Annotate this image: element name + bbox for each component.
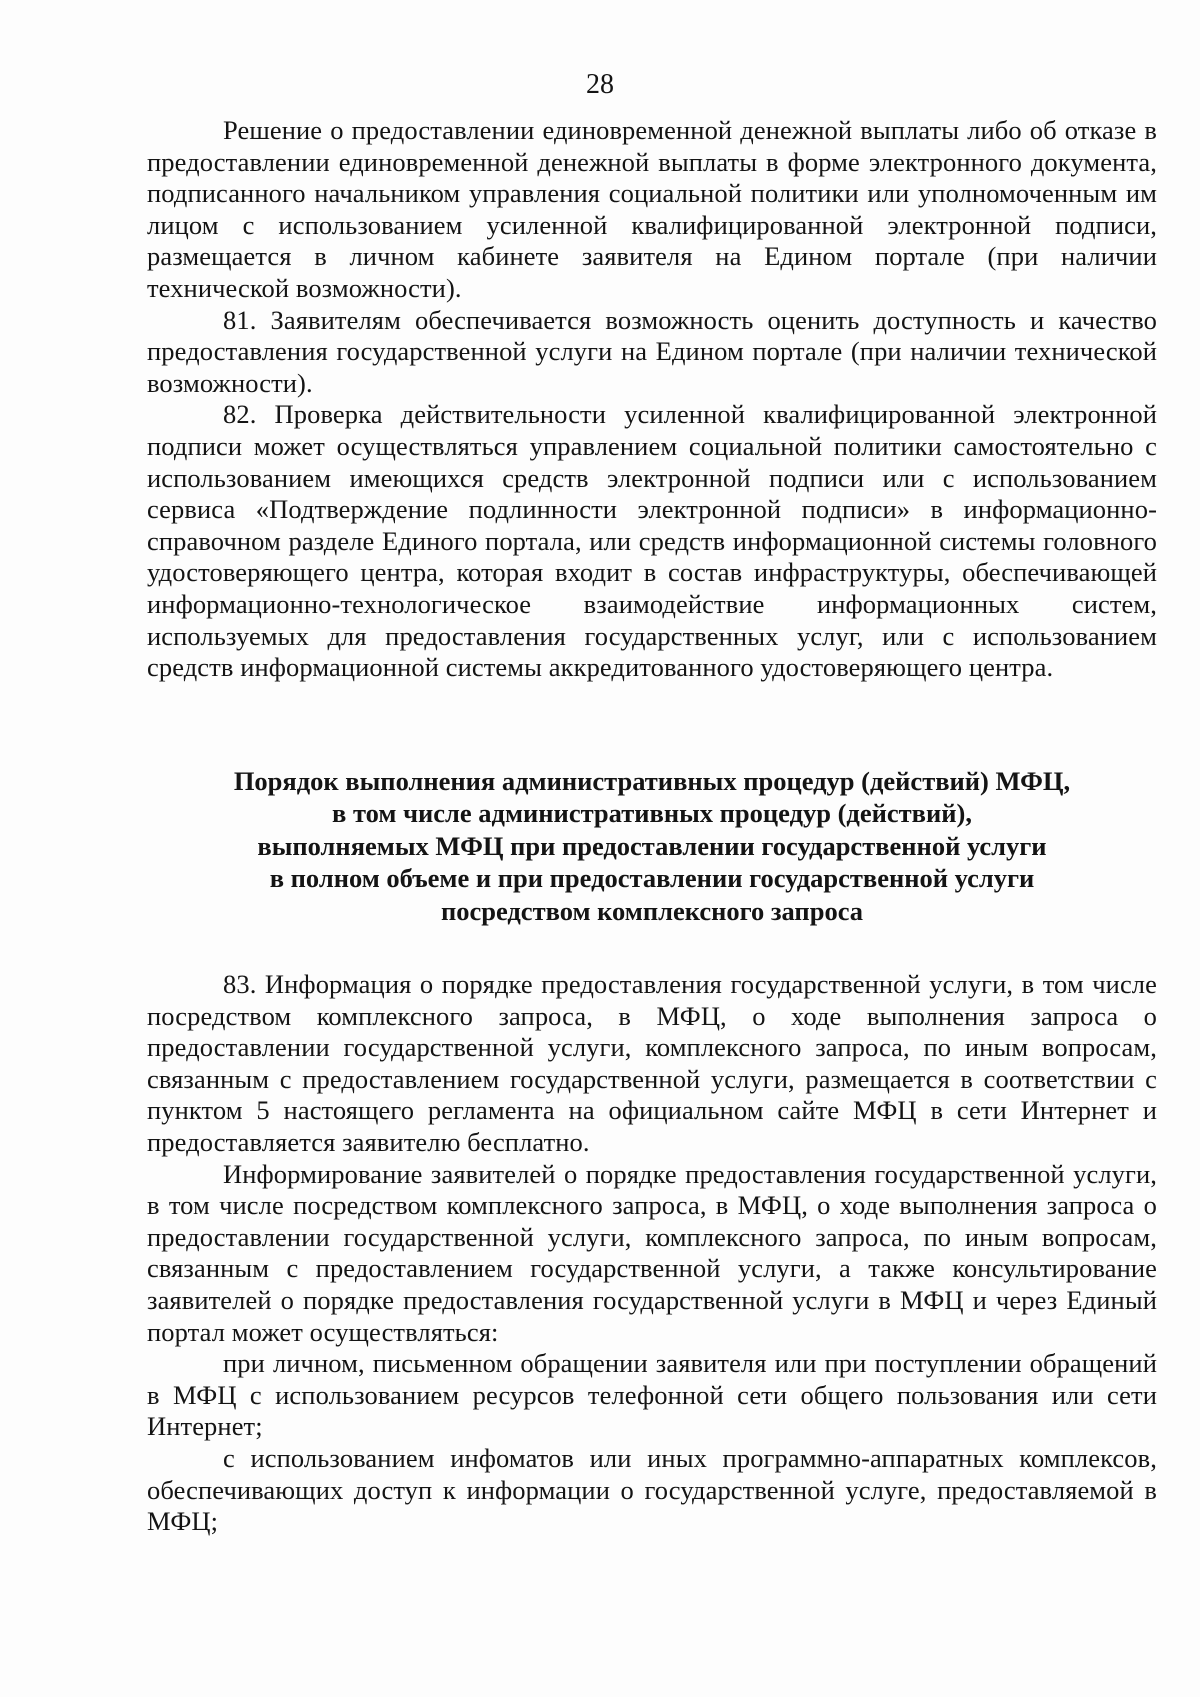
section-heading-line: в полном объеме и при предоставлении государственной услуги [269,863,1035,894]
text-block-after-heading [147,969,1157,1538]
section-heading-line: выполняемых МФЦ при предоставлении государственной услуги [257,830,1047,861]
section-heading-line: в том числе административных процедур (действий), [332,798,972,829]
page-number: 28 [586,69,614,100]
paragraph-informing-applicants: Информирование заявителей о порядке предоставления государственной услуги, в том числе посредством комплексного запроса, в МФЦ, о ходе выполнения запроса о предоставлении государственной услуги, комплексного запроса, по иным вопросам, связанным с предоставлением государственной услуги, а также консультирование заявителей о порядке предоставления государственной услуги в МФЦ и через Единый портал может осуществляться: [147,1158,1157,1347]
paragraph-decision-placement: Решение о предоставлении единовременной денежной выплаты либо об отказе в предоставлении единовременной денежной выплаты в форме электронного документа, подписанного начальником управления социальной политики или уполномоченным им лицом с использованием усиленной квалифицированной электронной подписи, размещается в личном кабинете заявителя на Едином портале (при наличии технической возможности). [147,115,1157,303]
paragraph-personal-appeal: при личном, письменном обращении заявителя или при поступлении обращений в МФЦ с использованием ресурсов телефонной сети общего пользования или сети Интернет; [147,1348,1157,1442]
paragraph-82: 82. Проверка действительности усиленной квалифицированной электронной подписи может осуществляться управлением социальной политики самостоятельно с использованием имеющихся средств электронной подписи или с использованием сервиса «Подтверждение подлинности электронной подписи» в информационно-справочном разделе Единого портала, или средств информационной системы головного удостоверяющего центра, которая входит в состав инфраструктуры, обеспечивающей информационно-технологическое взаимодействие информационных систем, используемых для предоставления государственных услуг, или с использованием средств информационной системы аккредитованного удостоверяющего центра. [147,399,1157,683]
paragraph-infomats: с использованием инфоматов или иных программно-аппаратных комплексов, обеспечивающих доступ к информации о государственной услуге, предоставляемой в МФЦ; [147,1442,1157,1537]
paragraph-81: 81. Заявителям обеспечивается возможность оценить доступность и качество предоставления государственной услуги на Едином портале (при наличии технической возможности). [147,304,1157,398]
section-heading-line: Порядок выполнения административных процедур (действий) МФЦ, [233,766,1071,796]
section-heading [147,765,1157,927]
text-block-before-heading [147,115,1157,684]
section-heading-line: посредством комплексного запроса [440,895,864,926]
paragraph-83: 83. Информация о порядке предоставления государственной услуги, в том числе посредством комплексного запроса, в МФЦ, о ходе выполнения запроса о предоставлении государственной услуги, комплексного запроса, по иным вопросам, связанным с предоставлением государственной услуги, размещается в соответствии с пунктом 5 настоящего регламента на официальном сайте МФЦ в сети Интернет и предоставляется заявителю бесплатно. [147,969,1157,1157]
